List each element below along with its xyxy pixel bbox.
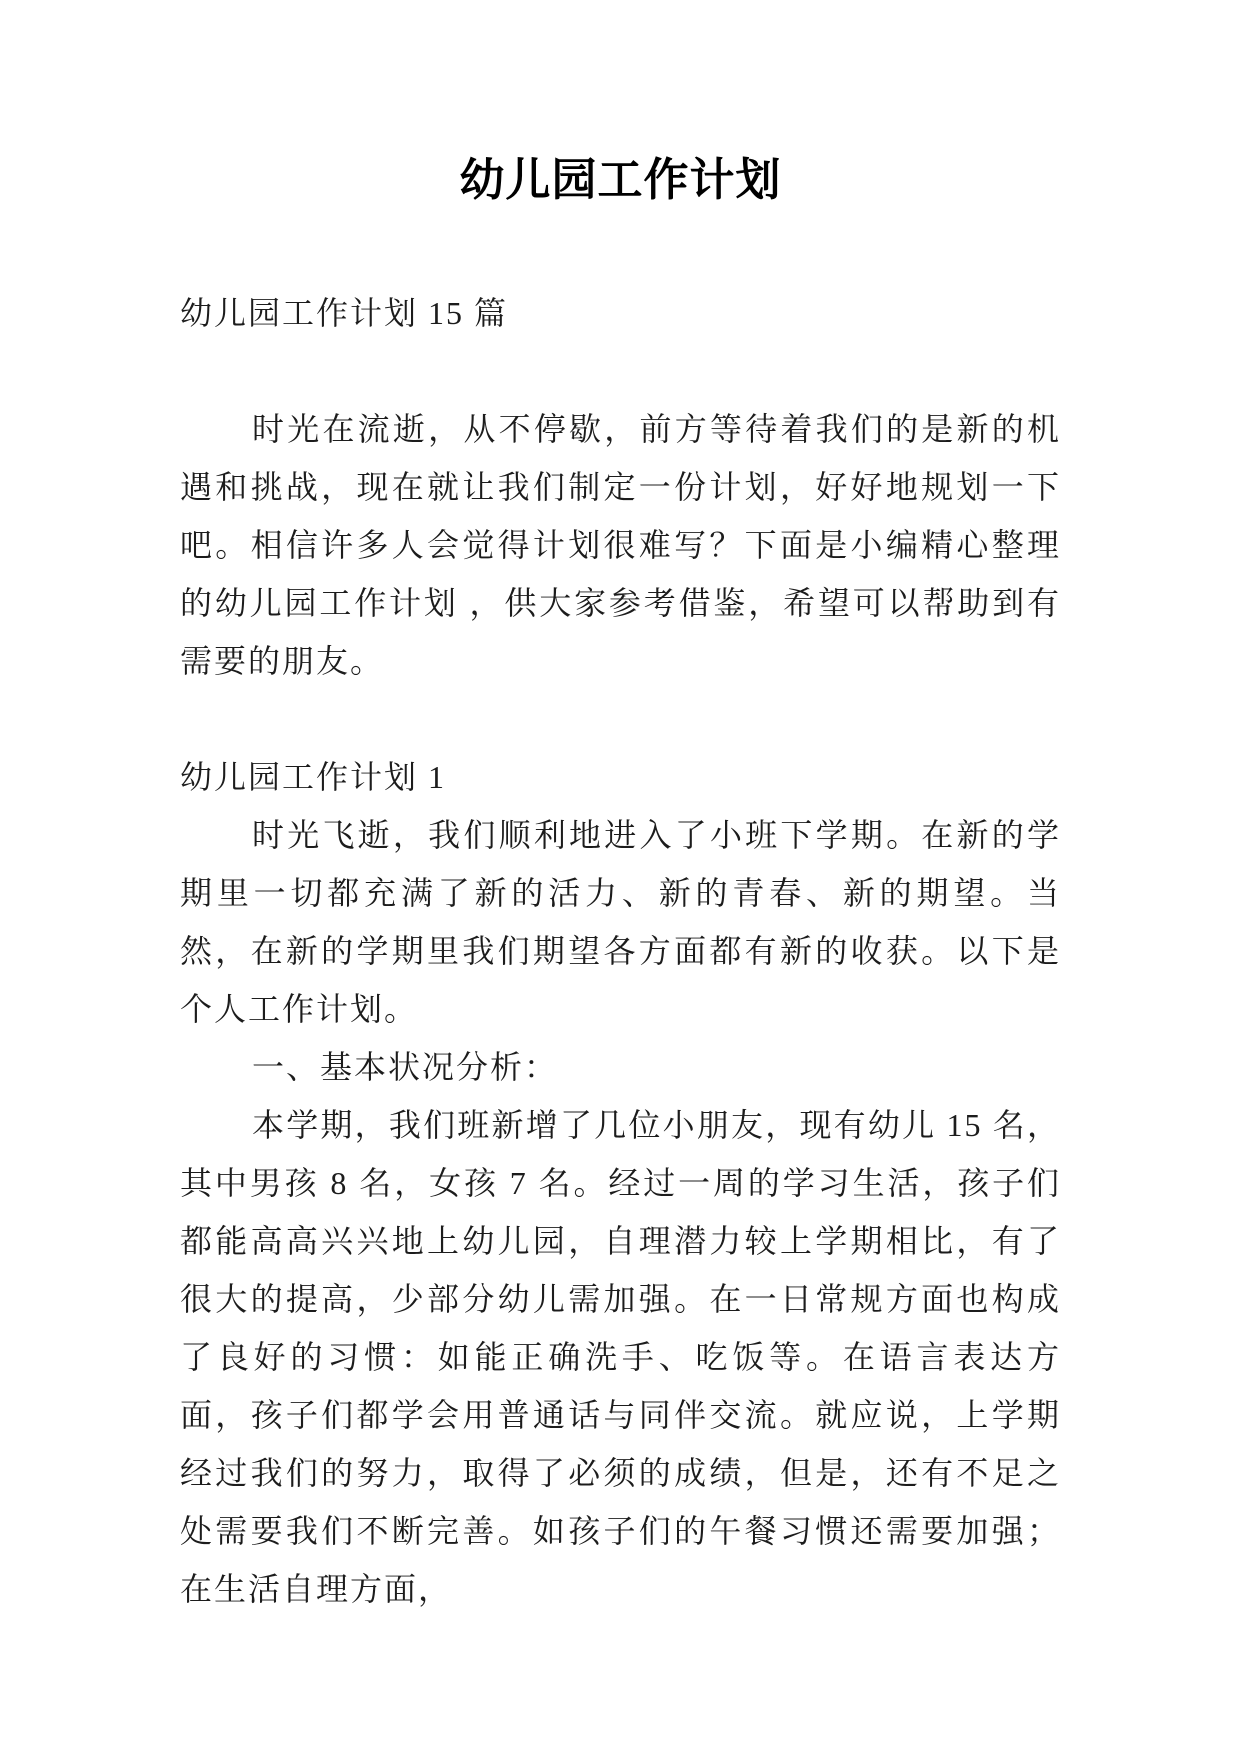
plan1-opening-paragraph: 时光飞逝，我们顺利地进入了小班下学期。在新的学期里一切都充满了新的活力、新的青春、新的期望。当然，在新的学期里我们期望各方面都有新的收获。以下是个人工作计划。 — [180, 817, 1061, 1027]
plan1-analysis-paragraph: 本学期，我们班新增了几位小朋友，现有幼儿 15 名，其中男孩 8 名，女孩 7 名。经过一周的学习生活，孩子们都能高高兴兴地上幼儿园，自理潜力较上学期相比，有了很大的提高，少部分幼儿需加强。在一日常规方面也构成了良好的习惯：如能正确洗手、吃饭等。在语言表达方面，孩子们都学会用普通话与同伴交流。就应说，上学期经过我们的努力，取得了必须的成绩，但是，还有不足之处需要我们不断完善。如孩子们的午餐习惯还需要加强；在生活自理方面， — [180, 1107, 1061, 1607]
document-title: 幼儿园工作计划 — [459, 155, 782, 205]
plan1-subheading-basic-analysis: 一、基本状况分析： — [252, 1049, 559, 1085]
document-subtitle: 幼儿园工作计划 15 篇 — [180, 295, 509, 331]
section-heading-plan-1: 幼儿园工作计划 1 — [180, 759, 447, 795]
intro-paragraph: 时光在流逝，从不停歇，前方等待着我们的是新的机遇和挑战，现在就让我们制定一份计划，好好地规划一下吧。相信许多人会觉得计划很难写？下面是小编精心整理的幼儿园工作计划 ，供大家参考借鉴，希望可以帮助到有需要的朋友。 — [180, 411, 1061, 679]
